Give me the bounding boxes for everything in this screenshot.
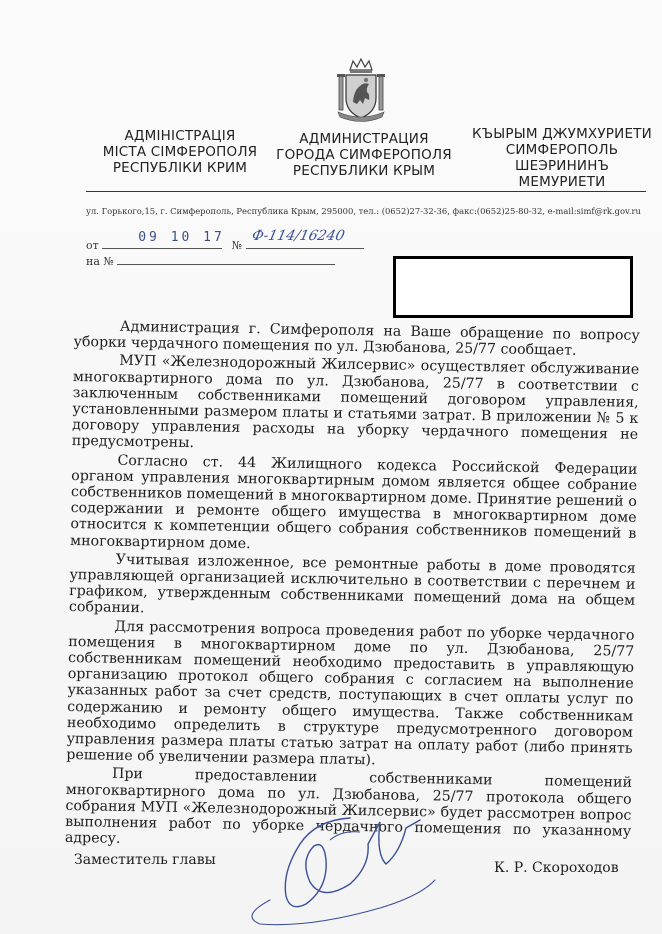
header-ct-line: ШЕЭРИНИНЪ	[514, 158, 610, 174]
signatory-name: К. Р. Скороходов	[494, 860, 619, 876]
registration-date-line	[86, 228, 364, 252]
registration-ref-line	[86, 254, 335, 268]
from-label: от	[86, 239, 99, 252]
header-divider	[86, 191, 646, 192]
letter-body	[65, 318, 640, 858]
paragraph: Учитывая изложенное, все ремонтные работы в доме проводятся управляющей организацией исключительно в соответствии с перечнем и графиком, утвержденным собственниками помещений дома на общем собрании.	[68, 551, 636, 617]
ref-number-field	[117, 254, 335, 265]
date-stamp: 09 10 17	[138, 230, 225, 245]
header-ukrainian	[86, 128, 274, 176]
header-russian	[264, 131, 464, 179]
header-ct-line: СИМФЕРОПОЛЬ	[505, 142, 619, 158]
paragraph: Для рассмотрения вопроса проведения работ по уборке чердачного помещения в многоквартирном доме по ул. Дзюбанова, 25/77 собственникам помещений необходимо предоставить в управляющую организацию протокол общего собрания с согласием на выполнение указанных работ за счет средств, поступающих в счет оплаты услуг по содержанию и ремонту общего имущества. Также собственникам необходимо определить в структуре предусмотренного договором управления размера платы статью затрат на оплату работ (либо принять решение об увеличении размера платы).	[66, 618, 635, 769]
header-ua-line: РЕСПУБЛІКИ КРИМ	[112, 160, 248, 176]
header-ua-line: МІСТА СІМФЕРОПОЛЯ	[102, 144, 258, 160]
signatory-position: Заместитель главы	[74, 852, 216, 868]
paragraph: При предоставлении собственниками помещений многоквартирного дома по ул. Дзюбанова, 25/77 протокола общего собрания МУП «Железнодорожный Жилсервис» будет рассмотрен вопрос выполнения работ по уборке чердачного помещения по указанному адресу.	[64, 766, 633, 848]
date-field	[102, 230, 225, 249]
header-ct-line: КЪЫРЫМ ДЖУМХУРИЕТИ	[472, 126, 652, 142]
header-crimean-tatar	[458, 126, 662, 190]
coat-of-arms-icon	[336, 58, 386, 122]
number-field	[246, 228, 364, 249]
paragraph: Согласно ст. 44 Жилищного кодекса Российской Федерации органом управления многоквартирным домом является общее собрание собственников помещений в многоквартирном доме. Принятие решений о содержании и ремонте общего имущества в многоквартирном доме относится к компетенции общего собрания собственников помещений в многоквартирном доме.	[69, 452, 638, 552]
handwritten-signature-icon	[230, 800, 440, 930]
header-ua-line: АДМІНІСТРАЦІЯ	[124, 128, 236, 144]
paragraph: Администрация г. Симферополя на Ваше обращение по вопросу уборки чердачного помещения по ул. Дзюбанова, 25/77 сообщает.	[73, 318, 640, 359]
handwritten-number: Ф-114/16240	[249, 228, 346, 244]
redacted-recipient-box	[393, 256, 633, 318]
header-ct-line: МЕМУРИЕТИ	[518, 174, 606, 190]
header-ru-line: АДМИНИСТРАЦИЯ	[299, 131, 429, 147]
header-ru-line: РЕСПУБЛИКИ КРЫМ	[292, 163, 436, 179]
number-sign: №	[231, 239, 243, 252]
paragraph: МУП «Железнодорожный Жилсервис» осуществляет обслуживание многоквартирного дома по ул. Дзюбанова, 25/77 в соответствии с заключенным собственниками помещений договором управления, установленными размером платы и статьями затрат. В приложении № 5 к договору управления расходы на уборку чердачного помещения не предусмотрены.	[71, 353, 640, 452]
to-label: на №	[86, 255, 114, 268]
header-ru-line: ГОРОДА СИМФЕРОПОЛЯ	[276, 147, 452, 163]
contact-address: ул. Горького,15, г. Симферополь, Республика Крым, 295000, тел.: (0652)27-32-36, факс:(0652)25-80-32, e-mail:simf@rk.gov.ru	[86, 206, 641, 216]
